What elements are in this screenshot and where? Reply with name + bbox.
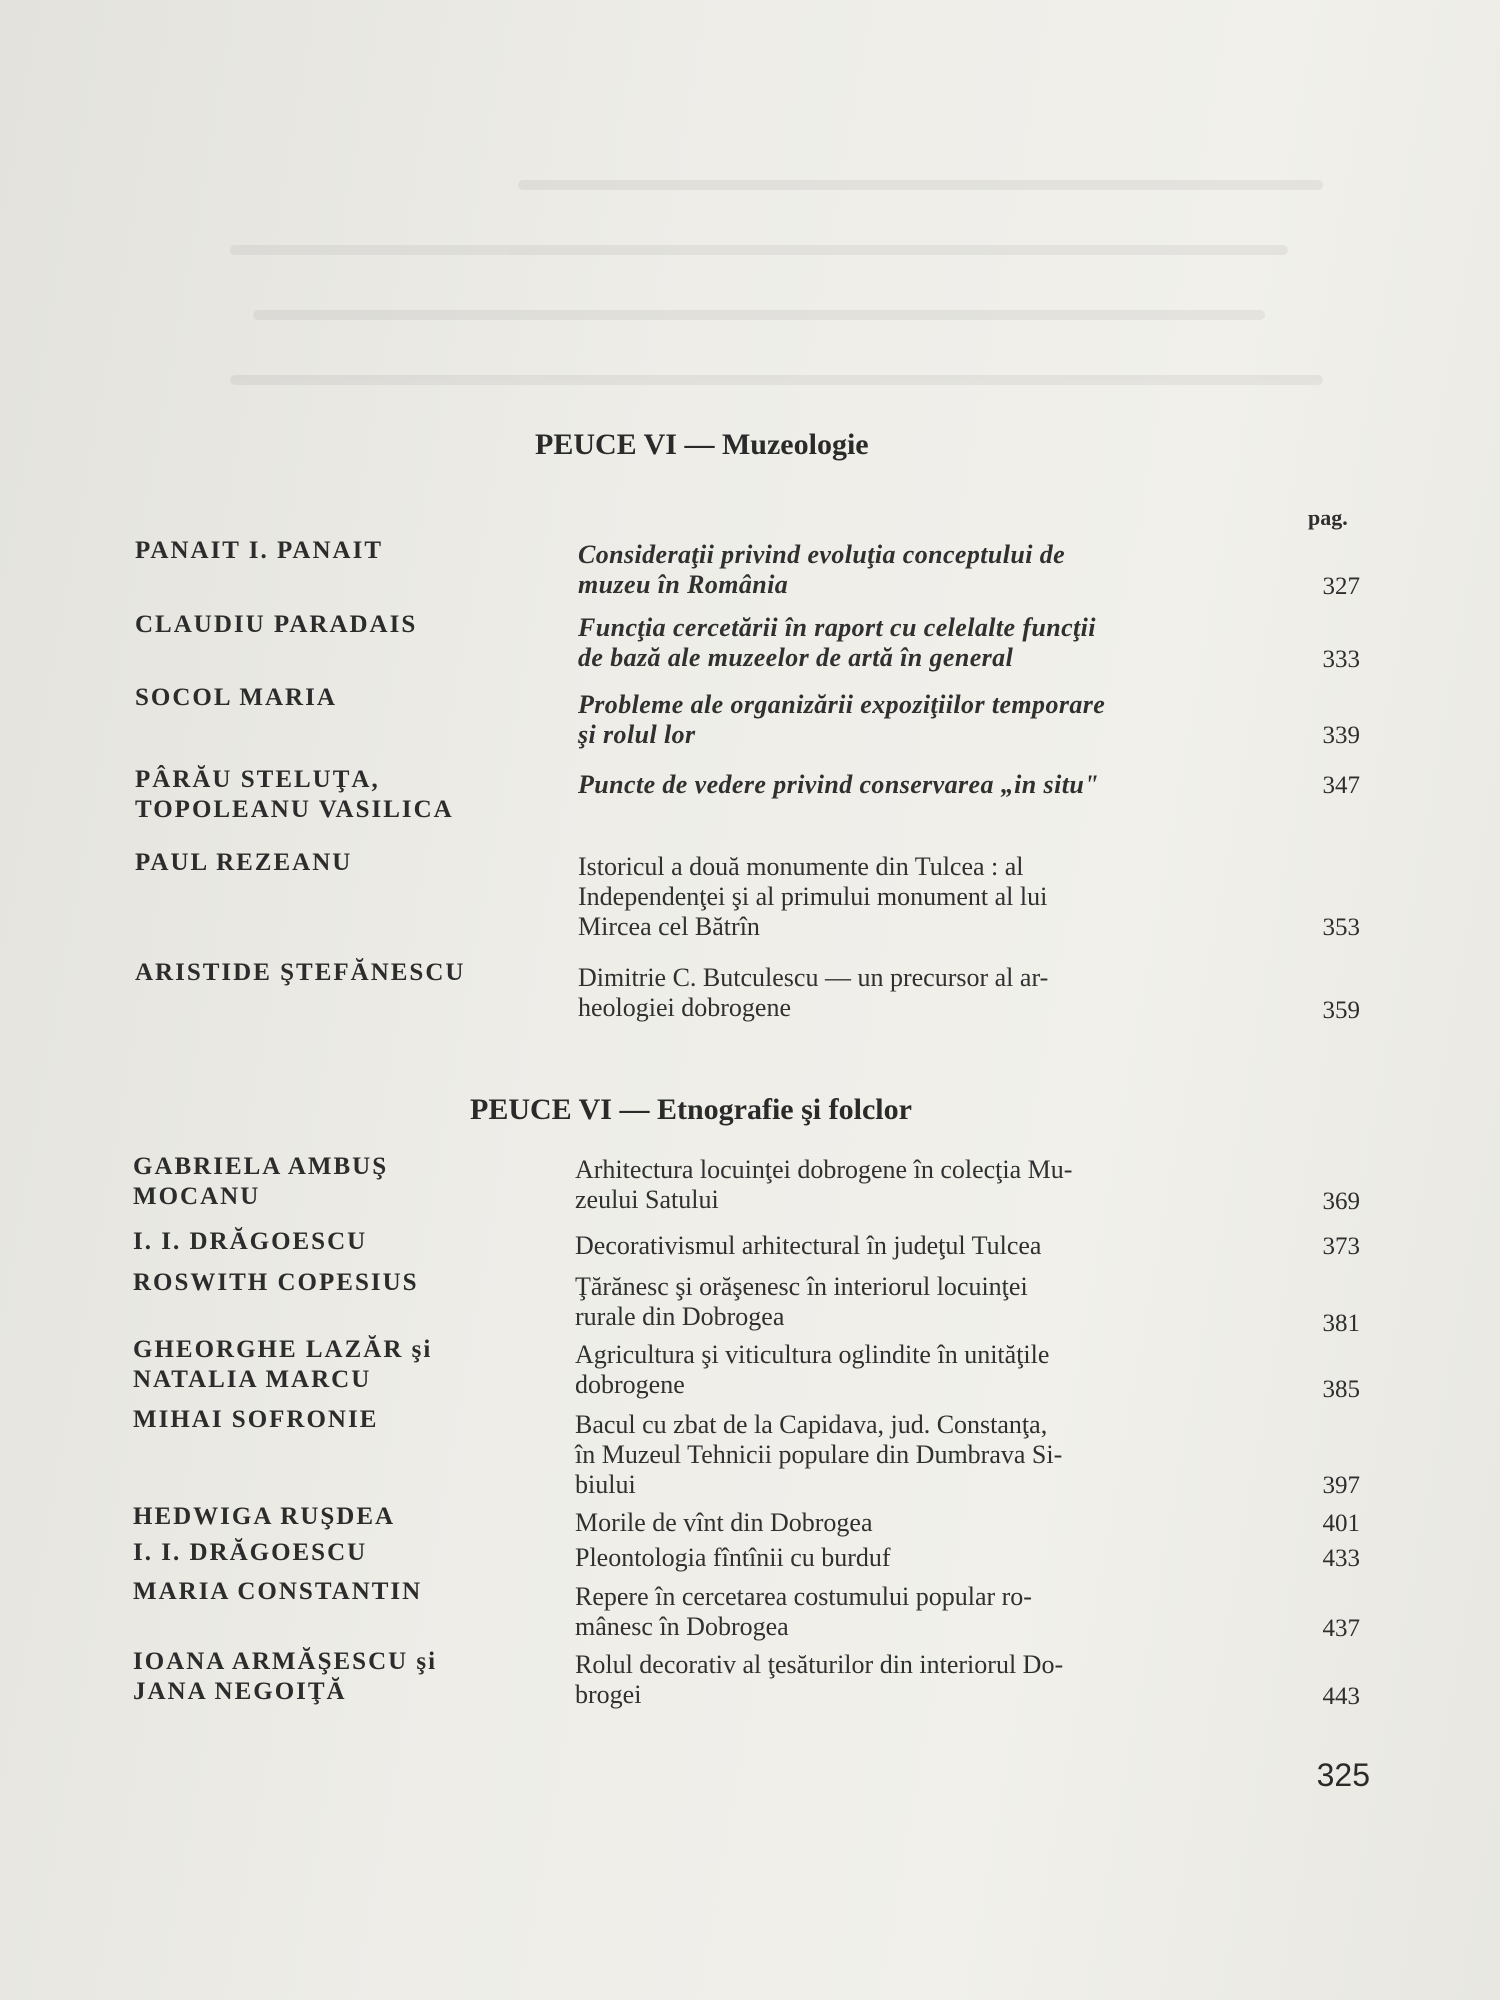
section-heading: PEUCE VI — Muzeologie bbox=[535, 428, 869, 461]
entry-page-number: 333 bbox=[1322, 646, 1360, 673]
entry-author: MIHAI SOFRONIE bbox=[133, 1406, 379, 1433]
entry-page-number: 401 bbox=[1322, 1510, 1360, 1537]
entry-title: Rolul decorativ al ţesăturilor din interiorul Do- brogei bbox=[575, 1650, 1064, 1709]
entry-page-number: 339 bbox=[1322, 722, 1360, 749]
entry-title: Istoricul a două monumente din Tulcea : al Independenţei şi al primului monument al lui Mircea cel Bătrîn bbox=[578, 852, 1048, 941]
entry-author: I. I. DRĂGOESCU bbox=[133, 1539, 368, 1566]
entry-title: Morile de vînt din Dobrogea bbox=[575, 1508, 873, 1537]
entry-title: Bacul cu zbat de la Capidava, jud. Constanţa, în Muzeul Tehnicii populare din Dumbrava Si- biului bbox=[575, 1410, 1063, 1499]
entry-author: GHEORGHE LAZĂR şi NATALIA MARCU bbox=[133, 1336, 433, 1393]
entry-author: ROSWITH COPESIUS bbox=[133, 1269, 419, 1296]
entry-page-number: 433 bbox=[1322, 1545, 1360, 1572]
entry-author: ARISTIDE ŞTEFĂNESCU bbox=[135, 959, 466, 986]
entry-page-number: 359 bbox=[1322, 997, 1360, 1024]
entry-title: Pleontologia fîntînii cu burduf bbox=[575, 1543, 891, 1572]
page-folio-number: 325 bbox=[1316, 1757, 1370, 1793]
entry-title: Ţărănesc şi orăşenesc în interiorul locuinţei rurale din Dobrogea bbox=[575, 1272, 1028, 1331]
entry-author: SOCOL MARIA bbox=[135, 684, 337, 711]
entry-title: Decorativismul arhitectural în judeţul Tulcea bbox=[575, 1231, 1042, 1260]
entry-page-number: 373 bbox=[1322, 1233, 1360, 1260]
entry-author: HEDWIGA RUŞDEA bbox=[133, 1503, 396, 1530]
entry-author: PANAIT I. PANAIT bbox=[135, 537, 383, 564]
entry-title: Agricultura şi viticultura oglindite în unităţile dobrogene bbox=[575, 1340, 1050, 1399]
entry-page-number: 353 bbox=[1322, 914, 1360, 941]
entry-page-number: 381 bbox=[1322, 1310, 1360, 1337]
page-column-label: pag. bbox=[1308, 505, 1348, 530]
entry-page-number: 369 bbox=[1322, 1188, 1360, 1215]
entry-title: Dimitrie C. Butculescu — un precursor al ar- heologiei dobrogene bbox=[578, 963, 1049, 1022]
entry-author: PÂRĂU STELUŢA, TOPOLEANU VASILICA bbox=[135, 766, 454, 823]
entry-title: Funcţia cercetării în raport cu celelalte funcţii de bază ale muzeelor de artă în general bbox=[578, 613, 1096, 672]
entry-title: Consideraţii privind evoluţia conceptului de muzeu în România bbox=[578, 540, 1066, 599]
entry-title: Arhitectura locuinţei dobrogene în colecţia Mu- zeului Satului bbox=[575, 1155, 1073, 1214]
entry-author: IOANA ARMĂŞESCU şi JANA NEGOIŢĂ bbox=[133, 1648, 438, 1705]
entry-title: Puncte de vedere privind conservarea „in situ" bbox=[578, 770, 1100, 799]
entry-title: Repere în cercetarea costumului popular ro- mânesc în Dobrogea bbox=[575, 1582, 1032, 1641]
entry-author: I. I. DRĂGOESCU bbox=[133, 1228, 368, 1255]
entry-page-number: 397 bbox=[1322, 1472, 1360, 1499]
entry-page-number: 327 bbox=[1322, 573, 1360, 600]
entry-author: GABRIELA AMBUŞ MOCANU bbox=[133, 1153, 389, 1210]
entry-page-number: 437 bbox=[1322, 1615, 1360, 1642]
entry-title: Probleme ale organizării expoziţiilor temporare şi rolul lor bbox=[578, 690, 1106, 749]
entry-page-number: 385 bbox=[1322, 1376, 1360, 1403]
entry-author: PAUL REZEANU bbox=[135, 849, 353, 876]
entry-author: CLAUDIU PARADAIS bbox=[135, 611, 418, 638]
entry-author: MARIA CONSTANTIN bbox=[133, 1578, 423, 1605]
section-heading: PEUCE VI — Etnografie şi folclor bbox=[470, 1093, 912, 1126]
entry-page-number: 347 bbox=[1322, 772, 1360, 799]
entry-page-number: 443 bbox=[1322, 1683, 1360, 1710]
show-through-text bbox=[230, 180, 1380, 420]
